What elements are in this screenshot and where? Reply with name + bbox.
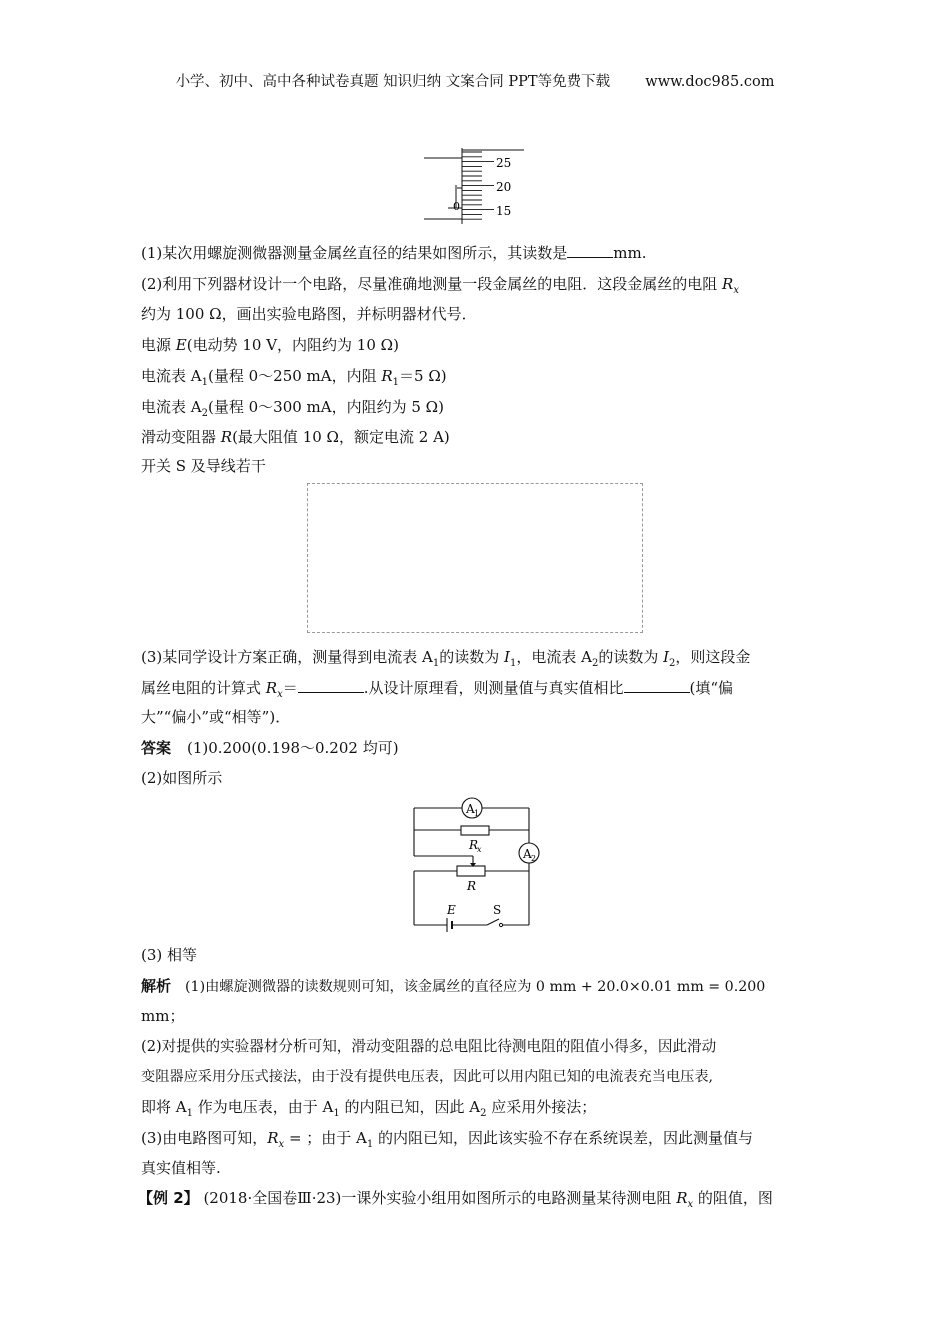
example-2-tag: 【例 2】: [138, 1189, 199, 1207]
resistor-rx-icon: [461, 826, 489, 835]
q3-e: ，则这段金: [675, 648, 751, 666]
answer-1: [141, 738, 399, 758]
q3-sub1: 1: [432, 658, 440, 669]
drawing-area: [307, 483, 643, 633]
eq2-sub: 1: [201, 377, 208, 388]
analysis-2-line2: 变阻器应采用分压式接法，由于没有提供电压表，因此可以用内阻已知的电流表充当电压表,: [141, 1069, 714, 1085]
an-p3-a: (3)由电路图可知，: [141, 1129, 268, 1147]
q3-l2-c: .从设计原理看，则测量值与真实值相比: [363, 679, 624, 697]
an-p2-sub1: 1: [186, 1108, 193, 1119]
an-p3-sub: x: [278, 1139, 285, 1150]
eq1-b: (电动势 10 V，内阻约为 10 Ω): [186, 336, 399, 354]
example-2-text: (2018·全国卷Ⅲ·23)一课外实验小组用如图所示的电路测量某待测电阻: [198, 1189, 677, 1207]
q2-text: (2)利用下列器材设计一个电路，尽量准确地测量一段金属丝的电阻．这段金属丝的电阻: [141, 275, 723, 293]
micrometer-scale-ticks: [462, 152, 494, 219]
q1-unit: mm.: [613, 244, 647, 262]
q1-text: (1)某次用螺旋测微器测量金属丝直径的结果如图所示，其读数是: [141, 244, 568, 262]
eq4-var: R: [220, 428, 233, 446]
micrometer-zero: 0: [453, 200, 460, 213]
answer-label: 答案: [141, 739, 172, 757]
q3-sub2: 1: [509, 658, 517, 669]
example-2: [138, 1188, 773, 1215]
circuit-rx-label: R: [469, 838, 479, 852]
eq4-a: 滑动变阻器: [141, 428, 221, 446]
analysis-1b: mm；: [141, 1007, 185, 1025]
micrometer-label-25: 25: [496, 156, 512, 170]
example-2-var: R: [676, 1189, 688, 1207]
header-text: 小学、初中、高中各种试卷真题 知识归纳 文案合同 PPT等免费下载: [175, 74, 611, 90]
eq1-var: E: [175, 336, 187, 354]
circuit-s-label: S: [493, 903, 502, 917]
answer-1-text: (1)0.200(0.198～0.202 均可): [187, 739, 399, 757]
circuit-rx-sub: x: [477, 845, 482, 854]
q3-l2-a: 属丝电阻的计算式: [141, 679, 266, 697]
equipment-rheostat: [141, 427, 450, 447]
q3-d: 的读数为: [598, 648, 664, 666]
q2-sub: x: [733, 285, 739, 296]
q3-l2-d: (填“偏: [689, 679, 734, 697]
circuit-a1-sub: 1: [474, 809, 480, 818]
question-2-line2: 约为 100 Ω，画出实验电路图，并标明器材代号．: [141, 305, 477, 323]
equipment-source: [141, 335, 399, 355]
analysis-label: 解析: [141, 977, 172, 995]
an-p2-c: 的内阻已知，因此 A: [339, 1098, 481, 1116]
analysis-2-line3: [141, 1097, 596, 1124]
eq1-a: 电源: [141, 336, 176, 354]
an-p2-a: 即将 A: [141, 1098, 187, 1116]
header-url: www.doc985.com: [645, 74, 775, 90]
eq2-var: R: [381, 367, 393, 385]
q2-var: R: [722, 275, 734, 293]
example-2-text-b: 的阻值，图: [693, 1189, 773, 1207]
q3-blank-1: [298, 677, 364, 693]
eq2-sub2: 1: [392, 377, 400, 388]
rheostat-icon: [457, 866, 485, 876]
eq3-sub: 2: [201, 408, 208, 419]
answer-2: (2)如图所示: [141, 769, 223, 787]
circuit-a1-label: A: [466, 802, 475, 816]
q3-var1: I: [504, 648, 510, 666]
eq2-c: ＝5 Ω): [399, 367, 447, 385]
eq3-a: 电流表 A: [141, 398, 202, 416]
question-3-line3: 大”“偏小”或“相等”)．: [141, 708, 291, 726]
q3-a: (3)某同学设计方案正确，测量得到电流表 A: [141, 648, 433, 666]
circuit-e-label: E: [447, 903, 456, 917]
q3-var2: I: [663, 648, 670, 666]
analysis-2-line1: (2)对提供的实验器材分析可知，滑动变阻器的总电阻比待测电阻的阻值小得多，因此滑动: [141, 1038, 717, 1055]
eq2-a: 电流表 A: [141, 367, 202, 385]
answer-3: (3) 相等: [141, 946, 198, 964]
q3-l2-var: R: [265, 679, 278, 697]
example-2-sub: x: [687, 1199, 694, 1210]
equipment-ammeter-1: [141, 366, 447, 393]
micrometer-label-20: 20: [496, 180, 512, 194]
question-2-line1: [141, 274, 739, 301]
equipment-switch: 开关 S 及导线若干: [141, 457, 266, 475]
q1-blank: [567, 242, 613, 258]
an-p2-b: 作为电压表，由于 A: [192, 1098, 334, 1116]
q3-sub4: 2: [669, 658, 676, 669]
circuit-diagram: [405, 793, 553, 935]
an-p3-var: R: [267, 1129, 279, 1147]
q3-b: 的读数为: [439, 648, 505, 666]
an-p2-sub3: 2: [480, 1108, 487, 1119]
analysis-3-line2: 真实值相等.: [141, 1159, 221, 1177]
question-3-line1: [141, 647, 750, 674]
circuit-a2-sub: 2: [531, 854, 537, 863]
circuit-a2-label: A: [523, 847, 532, 861]
question-1: [141, 242, 646, 263]
an-p2-sub2: 1: [333, 1108, 340, 1119]
eq4-b: (最大阻值 10 Ω，额定电流 2 A): [232, 428, 450, 446]
circuit-r-label: R: [467, 879, 477, 893]
an-p3-b: = ；由于 A: [284, 1129, 367, 1147]
analysis-1: [141, 976, 765, 997]
q3-sub3: 2: [591, 658, 599, 669]
analysis-3-line1: [141, 1128, 753, 1155]
micrometer-label-15: 15: [496, 204, 512, 218]
q3-c: ，电流表 A: [516, 648, 592, 666]
analysis-1-text: (1)由螺旋测微器的读数规则可知，该金属丝的直径应为 0 mm + 20.0×0.01 mm = 0.200: [185, 979, 766, 995]
question-3-line2: [141, 677, 733, 705]
q3-l2-sub: x: [277, 689, 283, 700]
eq3-b: (量程 0～300 mA，内阻约为 5 Ω): [207, 398, 444, 416]
an-p2-d: 应采用外接法；: [486, 1098, 597, 1116]
eq2-b: (量程 0～250 mA，内阻: [207, 367, 382, 385]
q3-l2-b: ＝: [282, 679, 298, 697]
switch-icon: [499, 923, 502, 926]
q3-blank-2: [624, 677, 690, 693]
micrometer-figure: [420, 148, 530, 224]
an-p3-c: 的内阻已知，因此该实验不存在系统误差，因此测量值与: [373, 1129, 754, 1147]
equipment-ammeter-2: [141, 397, 444, 424]
page-header: [0, 70, 950, 91]
an-p3-sub2: 1: [366, 1139, 374, 1150]
